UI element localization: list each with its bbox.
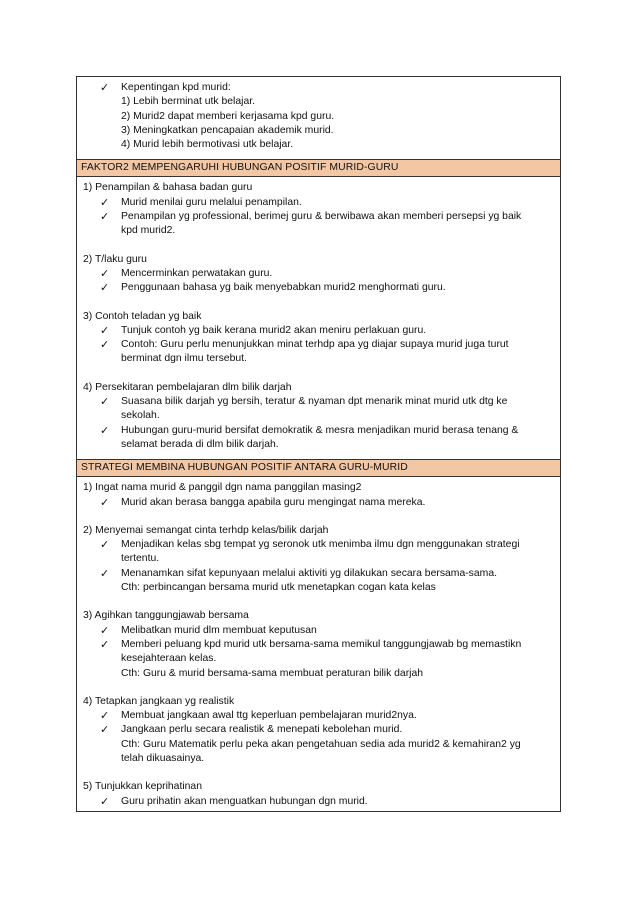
bullet-item (83, 424, 554, 453)
bullet-item (83, 709, 554, 723)
section-body (77, 77, 560, 160)
checkmark-icon: ✓ (100, 324, 110, 337)
item-title: 2) T/laku guru (83, 253, 147, 265)
checkmark-icon: ✓ (100, 396, 110, 409)
sub-item: 4) Murid lebih bermotivasi utk belajar. (121, 139, 294, 151)
bullet-text: Contoh: Guru perlu menunjukkan minat terhdp apa yg diajar supaya murid juga turut (121, 339, 509, 351)
bullet-text: Tunjuk contoh yg baik kerana murid2 akan meniru perlakuan guru. (121, 324, 427, 336)
checkmark-icon: ✓ (100, 567, 110, 580)
section-body (77, 477, 560, 811)
item-group (83, 81, 554, 152)
bullet-item (83, 723, 554, 766)
bullet-text: Jangkaan perlu secara realistik & menepati kebolehan murid. (121, 724, 403, 736)
bullet-continuation: kesejahteraan kelas. (121, 653, 217, 665)
bullet-item (83, 496, 554, 510)
section-heading: STRATEGI MEMBINA HUBUNGAN POSITIF ANTARA GURU-MURID (77, 460, 560, 477)
bullet-item (83, 538, 554, 567)
checkmark-icon: ✓ (100, 710, 110, 723)
bullet-item (83, 267, 554, 281)
bullet-continuation: sekolah. (121, 410, 160, 422)
checkmark-icon: ✓ (100, 496, 110, 509)
bullet-continuation: Cth: perbincangan bersama murid utk menetapkan cogan kata kelas (121, 582, 436, 594)
bullet-item (83, 395, 554, 424)
item-group (83, 310, 554, 367)
checkmark-icon: ✓ (100, 267, 110, 280)
bullet-text: Murid akan berasa bangga apabila guru mengingat nama mereka. (121, 496, 426, 508)
item-title: 1) Penampilan & bahasa badan guru (83, 182, 253, 194)
checkmark-icon: ✓ (100, 724, 110, 737)
bullet-text: Penampilan yg professional, berimej guru & berwibawa akan memberi persepsi yg baik (121, 211, 522, 223)
bullet-text: Mencerminkan perwatakan guru. (121, 267, 273, 279)
item-group (83, 181, 554, 238)
item-group (83, 695, 554, 766)
bullet-text: Menjadikan kelas sbg tempat yg seronok utk menimba ilmu dgn menggunakan strategi (121, 539, 520, 551)
item-title: 2) Menyemai semangat cinta terhdp kelas/bilik darjah (83, 524, 329, 536)
notes-table (76, 76, 561, 812)
item-title: 1) Ingat nama murid & panggil dgn nama panggilan masing2 (83, 482, 362, 494)
bullet-continuation: selamat berada di dlm bilik darjah. (121, 438, 279, 450)
checkmark-icon: ✓ (100, 282, 110, 295)
bullet-text: Guru prihatin akan menguatkan hubungan dgn murid. (121, 795, 368, 807)
bullet-text: Memberi peluang kpd murid utk bersama-sama memikul tanggungjawab bg memastikn (121, 638, 522, 650)
item-title: 3) Contoh teladan yg baik (83, 310, 202, 322)
sub-item: 3) Meningkatkan pencapaian akademik murid. (121, 124, 334, 136)
bullet-text: Hubungan guru-murid bersifat demokratik & mesra menjadikan murid berasa tenang & (121, 424, 519, 436)
bullet-text: Melibatkan murid dlm membuat keputusan (121, 624, 317, 636)
item-group (83, 481, 554, 510)
checkmark-icon: ✓ (100, 795, 110, 808)
item-title: 5) Tunjukkan keprihatinan (83, 781, 202, 793)
bullet-text: Membuat jangkaan awal ttg keperluan pembelajaran murid2nya. (121, 710, 417, 722)
bullet-text: Penggunaan bahasa yg baik menyebabkan murid2 menghormati guru. (121, 282, 446, 294)
bullet-text: Menanamkan sifat kepunyaan melalui aktiviti yg dilakukan secara bersama-sama. (121, 567, 497, 579)
checkmark-icon: ✓ (100, 424, 110, 437)
bullet-item (83, 324, 554, 338)
bullet-text: Murid menilai guru melalui penampilan. (121, 196, 302, 208)
bullet-item (83, 795, 554, 809)
bullet-item (83, 81, 554, 95)
bullet-item (83, 210, 554, 239)
item-title: 4) Tetapkan jangkaan yg realistik (83, 695, 235, 707)
item-group (83, 609, 554, 680)
bullet-item (83, 338, 554, 367)
checkmark-icon: ✓ (100, 196, 110, 209)
item-group (83, 780, 554, 809)
bullet-continuation: Cth: Guru & murid bersama-sama membuat peraturan bilik darjah (121, 667, 424, 679)
bullet-item (83, 638, 554, 681)
item-group (83, 524, 554, 595)
checkmark-icon: ✓ (100, 539, 110, 552)
item-group (83, 381, 554, 452)
checkmark-icon: ✓ (100, 211, 110, 224)
bullet-continuation: Cth: Guru Matematik perlu peka akan pengetahuan sedia ada murid2 & kemahiran2 yg (121, 738, 521, 750)
sub-item: 1) Lebih berminat utk belajar. (121, 96, 256, 108)
item-group (83, 253, 554, 296)
item-title: 3) Agihkan tanggungjawab bersama (83, 610, 249, 622)
bullet-continuation: kpd murid2. (121, 225, 176, 237)
bullet-text: Suasana bilik darjah yg bersih, teratur & nyaman dpt menarik minat murid utk dtg ke (121, 396, 508, 408)
section-body (77, 177, 560, 460)
bullet-text: Kepentingan kpd murid: (121, 82, 231, 93)
bullet-continuation: berminat dgn ilmu tersebut. (121, 353, 247, 365)
bullet-continuation: tertentu. (121, 553, 160, 565)
checkmark-icon: ✓ (100, 82, 110, 94)
section-heading: FAKTOR2 MEMPENGARUHI HUBUNGAN POSITIF MURID-GURU (77, 160, 560, 177)
sub-item: 2) Murid2 dapat memberi kerjasama kpd guru. (121, 110, 335, 122)
checkmark-icon: ✓ (100, 339, 110, 352)
bullet-item (83, 624, 554, 638)
bullet-item (83, 567, 554, 596)
checkmark-icon: ✓ (100, 624, 110, 637)
item-title: 4) Persekitaran pembelajaran dlm bilik darjah (83, 381, 292, 393)
bullet-item (83, 281, 554, 295)
bullet-continuation: telah dikuasainya. (121, 752, 205, 764)
checkmark-icon: ✓ (100, 638, 110, 651)
bullet-item (83, 196, 554, 210)
